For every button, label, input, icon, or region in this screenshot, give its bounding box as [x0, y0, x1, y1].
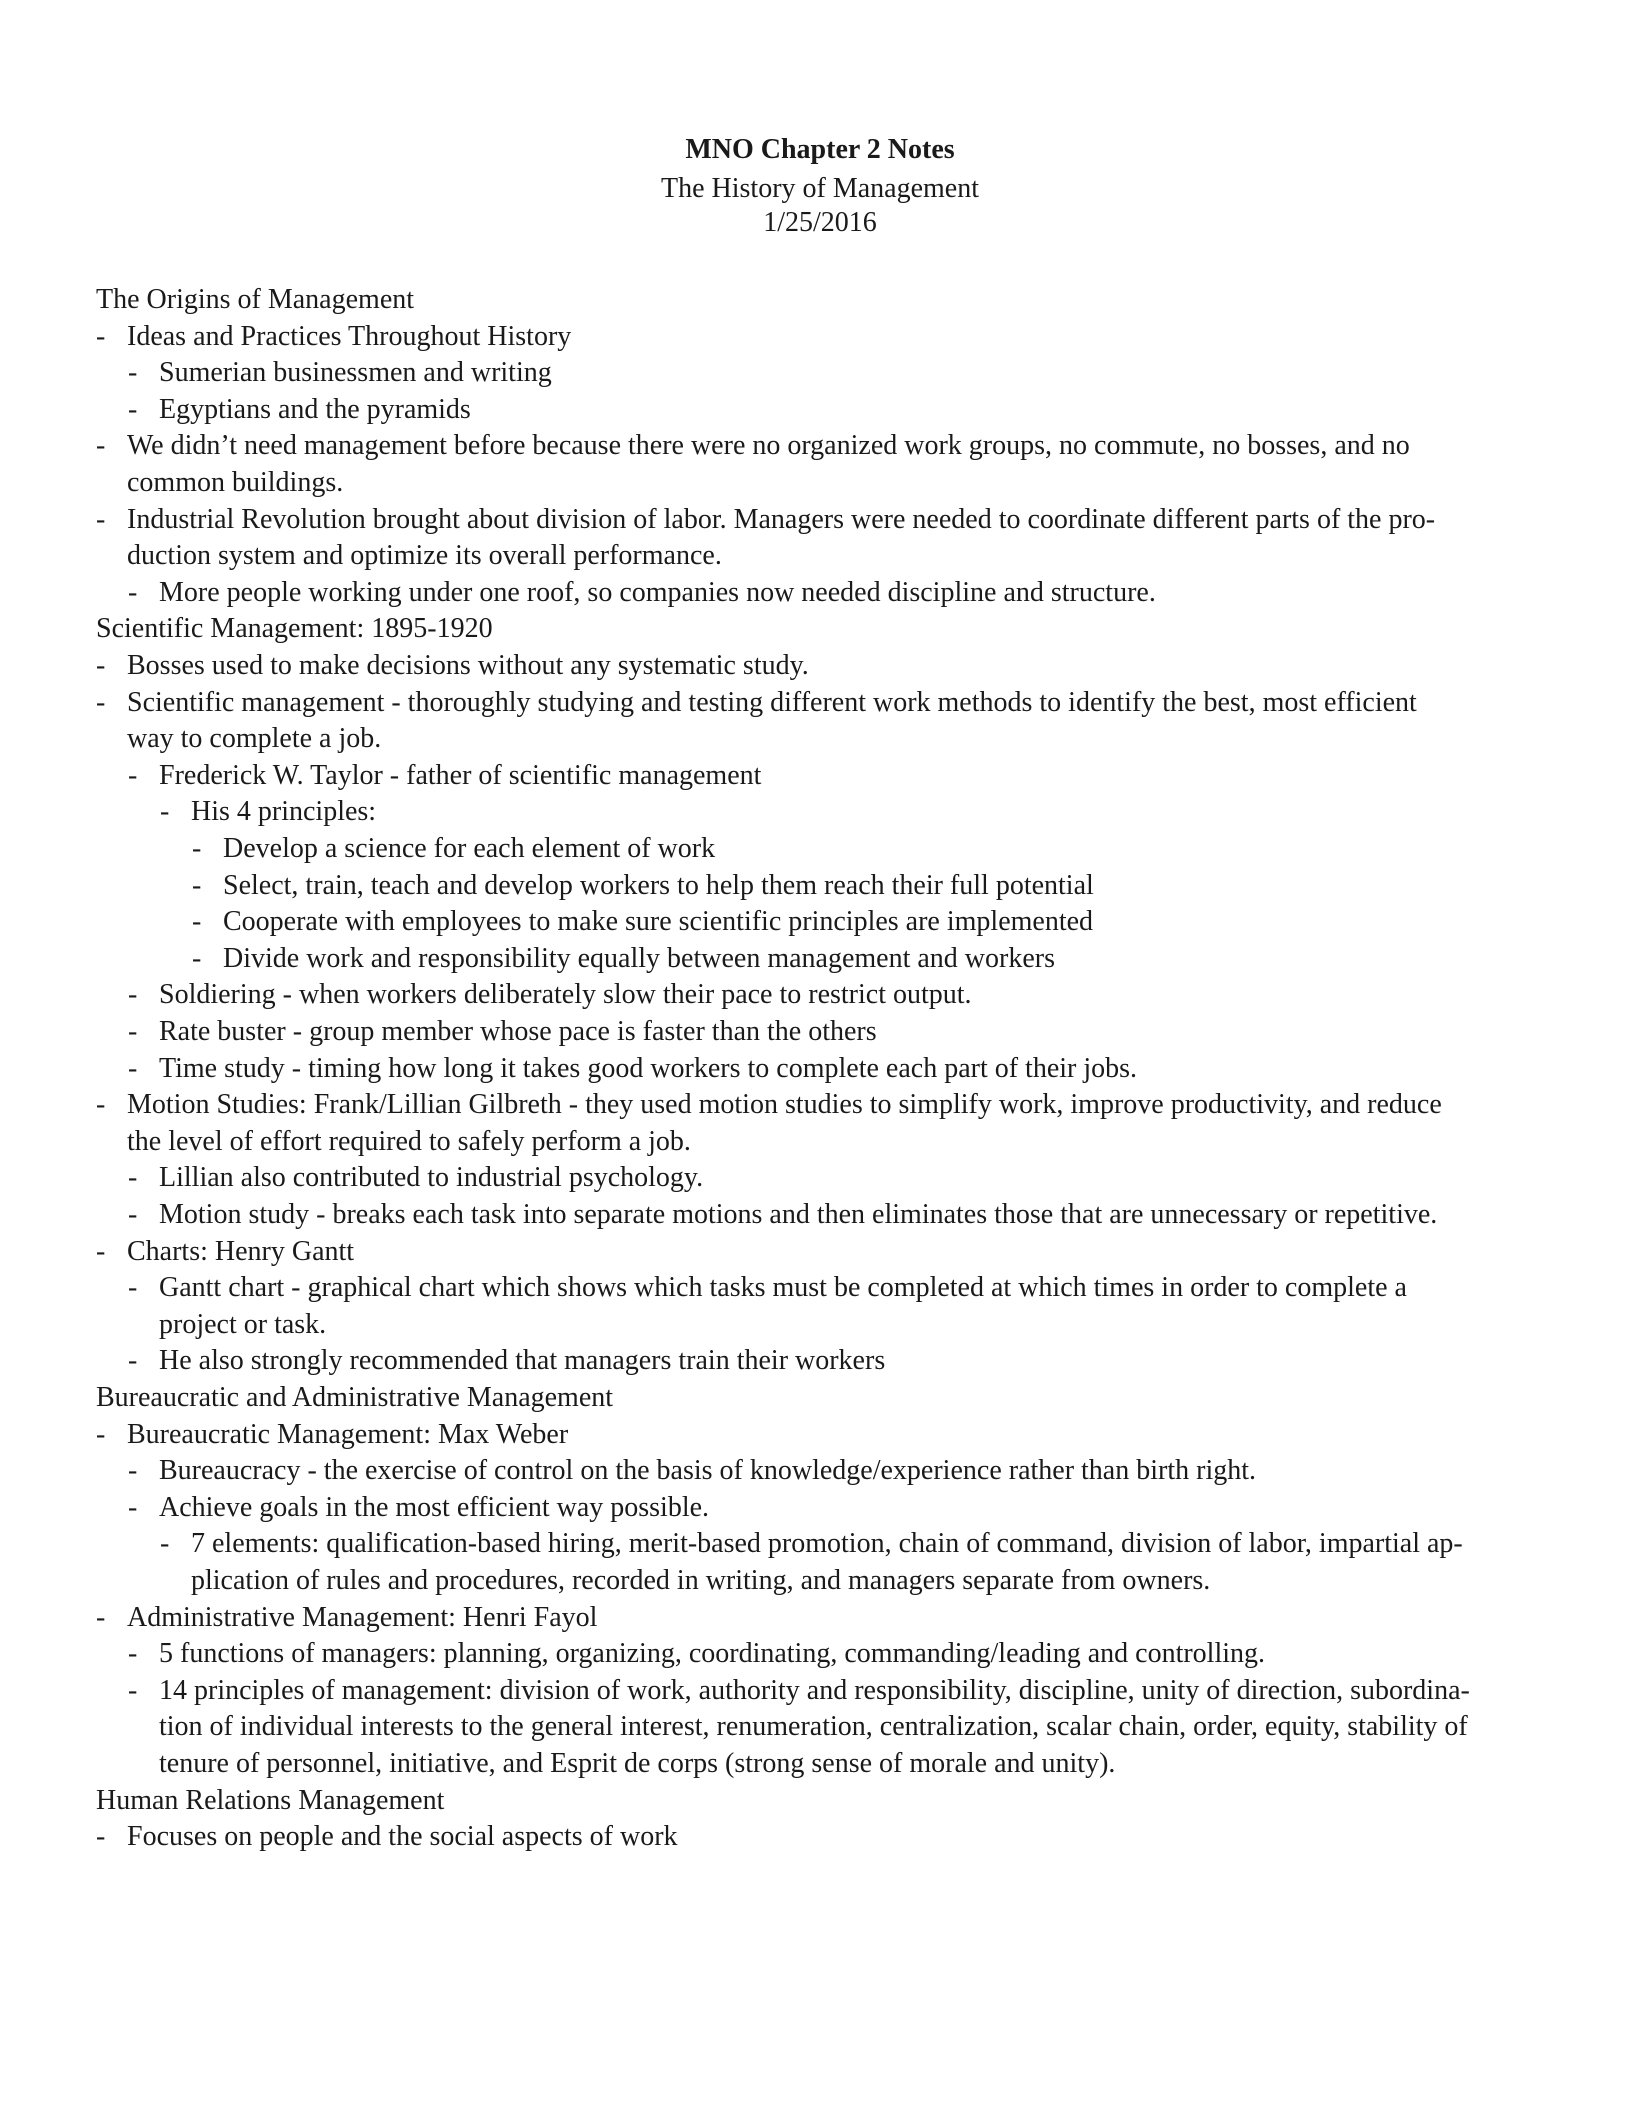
list-item-text: Sumerian businessmen and writing: [159, 357, 552, 389]
list-item-text: Focuses on people and the social aspects of work: [127, 1821, 678, 1853]
list-item-text: Administrative Management: Henri Fayol: [127, 1601, 598, 1633]
section-heading-text: Bureaucratic and Administrative Management: [96, 1382, 614, 1413]
section-heading-text: The Origins of Management: [96, 284, 415, 315]
list-item-text: Egyptians and the pyramids: [159, 393, 471, 425]
dash-bullet: -: [160, 796, 170, 828]
list-item-text: Divide work and responsibility equally between management and workers: [223, 942, 1055, 974]
dash-bullet: -: [96, 1235, 106, 1267]
list-item-text: Motion Studies: Frank/Lillian Gilbreth - they used motion studies to simplify work, improve productivity, and reduce: [127, 1089, 1442, 1121]
list-item-text: Gantt chart - graphical chart which shows which tasks must be completed at which times in order to complete a: [159, 1272, 1407, 1304]
list-item-text: Charts: Henry Gantt: [127, 1235, 355, 1267]
list-item-text: 14 principles of management: division of work, authority and responsibility, discipline, unity of direction, subordina-: [159, 1674, 1470, 1706]
list-item-text: the level of effort required to safely perform a job.: [127, 1125, 691, 1157]
dash-bullet: -: [128, 357, 138, 389]
list-item-text: We didn’t need management before because there were no organized work groups, no commute, no bosses, and no: [127, 430, 1410, 462]
list-item-text: Bureaucratic Management: Max Weber: [127, 1418, 569, 1450]
dash-bullet: -: [96, 1821, 106, 1853]
list-item-text: 7 elements: qualification-based hiring, merit-based promotion, chain of command, division of labor, impartial ap-: [191, 1528, 1463, 1560]
document-subtitle: The History of Management: [660, 173, 980, 204]
dash-bullet: -: [192, 942, 202, 974]
list-item-text: Rate buster - group member whose pace is faster than the others: [159, 1016, 877, 1047]
list-item-text: He also strongly recommended that managers train their workers: [159, 1345, 886, 1377]
dash-bullet: -: [128, 759, 138, 791]
list-item-text: Time study - timing how long it takes good workers to complete each part of their jobs.: [159, 1052, 1138, 1084]
list-item-text: Select, train, teach and develop workers to help them reach their full potential: [223, 869, 1094, 901]
dash-bullet: -: [128, 1162, 138, 1194]
dash-bullet: -: [128, 1345, 138, 1377]
dash-bullet: -: [96, 320, 106, 352]
list-item-text: duction system and optimize its overall performance.: [127, 540, 722, 572]
dash-bullet: -: [96, 1418, 106, 1450]
section-heading-text: Human Relations Management: [96, 1784, 445, 1816]
list-item-text: Achieve goals in the most efficient way possible.: [159, 1491, 710, 1523]
list-item-text: Frederick W. Taylor - father of scientific management: [159, 759, 762, 791]
list-item-text: Scientific management - thoroughly studying and testing different work methods to identify the best, most efficient: [127, 686, 1417, 718]
list-item-text: More people working under one roof, so companies now needed discipline and structure.: [159, 576, 1156, 608]
list-item-text: Cooperate with employees to make sure scientific principles are implemented: [223, 906, 1094, 938]
dash-bullet: -: [128, 1272, 138, 1304]
dash-bullet: -: [128, 979, 138, 1011]
list-item-text: Motion study - breaks each task into separate motions and then eliminates those that are unnecessary or repetitive.: [159, 1199, 1438, 1230]
list-item-text: common buildings.: [127, 467, 344, 498]
list-item-text: His 4 principles:: [191, 796, 377, 828]
dash-bullet: -: [128, 1638, 138, 1670]
dash-bullet: -: [192, 869, 202, 901]
dash-bullet: -: [128, 1674, 138, 1706]
document-title: MNO Chapter 2 Notes: [685, 134, 955, 165]
dash-bullet: -: [96, 503, 106, 535]
dash-bullet: -: [96, 1601, 106, 1633]
section-heading-text: Scientific Management: 1895-1920: [96, 613, 493, 645]
dash-bullet: -: [128, 1016, 138, 1047]
list-item-text: plication of rules and procedures, recorded in writing, and managers separate from owners.: [191, 1565, 1211, 1596]
dash-bullet: -: [128, 576, 138, 608]
list-item-text: Bureaucracy - the exercise of control on the basis of knowledge/experience rather than birth right.: [159, 1455, 1257, 1487]
dash-bullet: -: [96, 430, 106, 462]
dash-bullet: -: [192, 833, 202, 864]
list-item-text: Ideas and Practices Throughout History: [127, 320, 572, 352]
dash-bullet: -: [128, 1199, 138, 1230]
dash-bullet: -: [160, 1528, 170, 1560]
list-item-text: tenure of personnel, initiative, and Esprit de corps (strong sense of morale and unity).: [159, 1748, 1116, 1779]
list-item-text: Industrial Revolution brought about division of labor. Managers were needed to coordinate different parts of the pro-: [127, 503, 1436, 535]
dash-bullet: -: [128, 1491, 138, 1523]
list-item-text: project or task.: [159, 1308, 327, 1340]
dash-bullet: -: [128, 393, 138, 425]
dash-bullet: -: [96, 650, 106, 681]
list-item-text: Bosses used to make decisions without any systematic study.: [127, 650, 809, 681]
document-date: 1/25/2016: [763, 207, 877, 238]
list-item-text: Develop a science for each element of work: [223, 833, 716, 864]
dash-bullet: -: [128, 1052, 138, 1084]
list-item-text: tion of individual interests to the general interest, renumeration, centralization, scalar chain, order, equity, stability of: [159, 1711, 1468, 1743]
dash-bullet: -: [96, 1089, 106, 1121]
list-item-text: Lillian also contributed to industrial psychology.: [159, 1162, 704, 1194]
dash-bullet: -: [96, 686, 106, 718]
dash-bullet: -: [192, 906, 202, 938]
list-item-text: 5 functions of managers: planning, organizing, coordinating, commanding/leading and controlling.: [159, 1638, 1266, 1670]
list-item-text: Soldiering - when workers deliberately slow their pace to restrict output.: [159, 979, 972, 1011]
dash-bullet: -: [128, 1455, 138, 1487]
list-item-text: way to complete a job.: [127, 723, 382, 755]
